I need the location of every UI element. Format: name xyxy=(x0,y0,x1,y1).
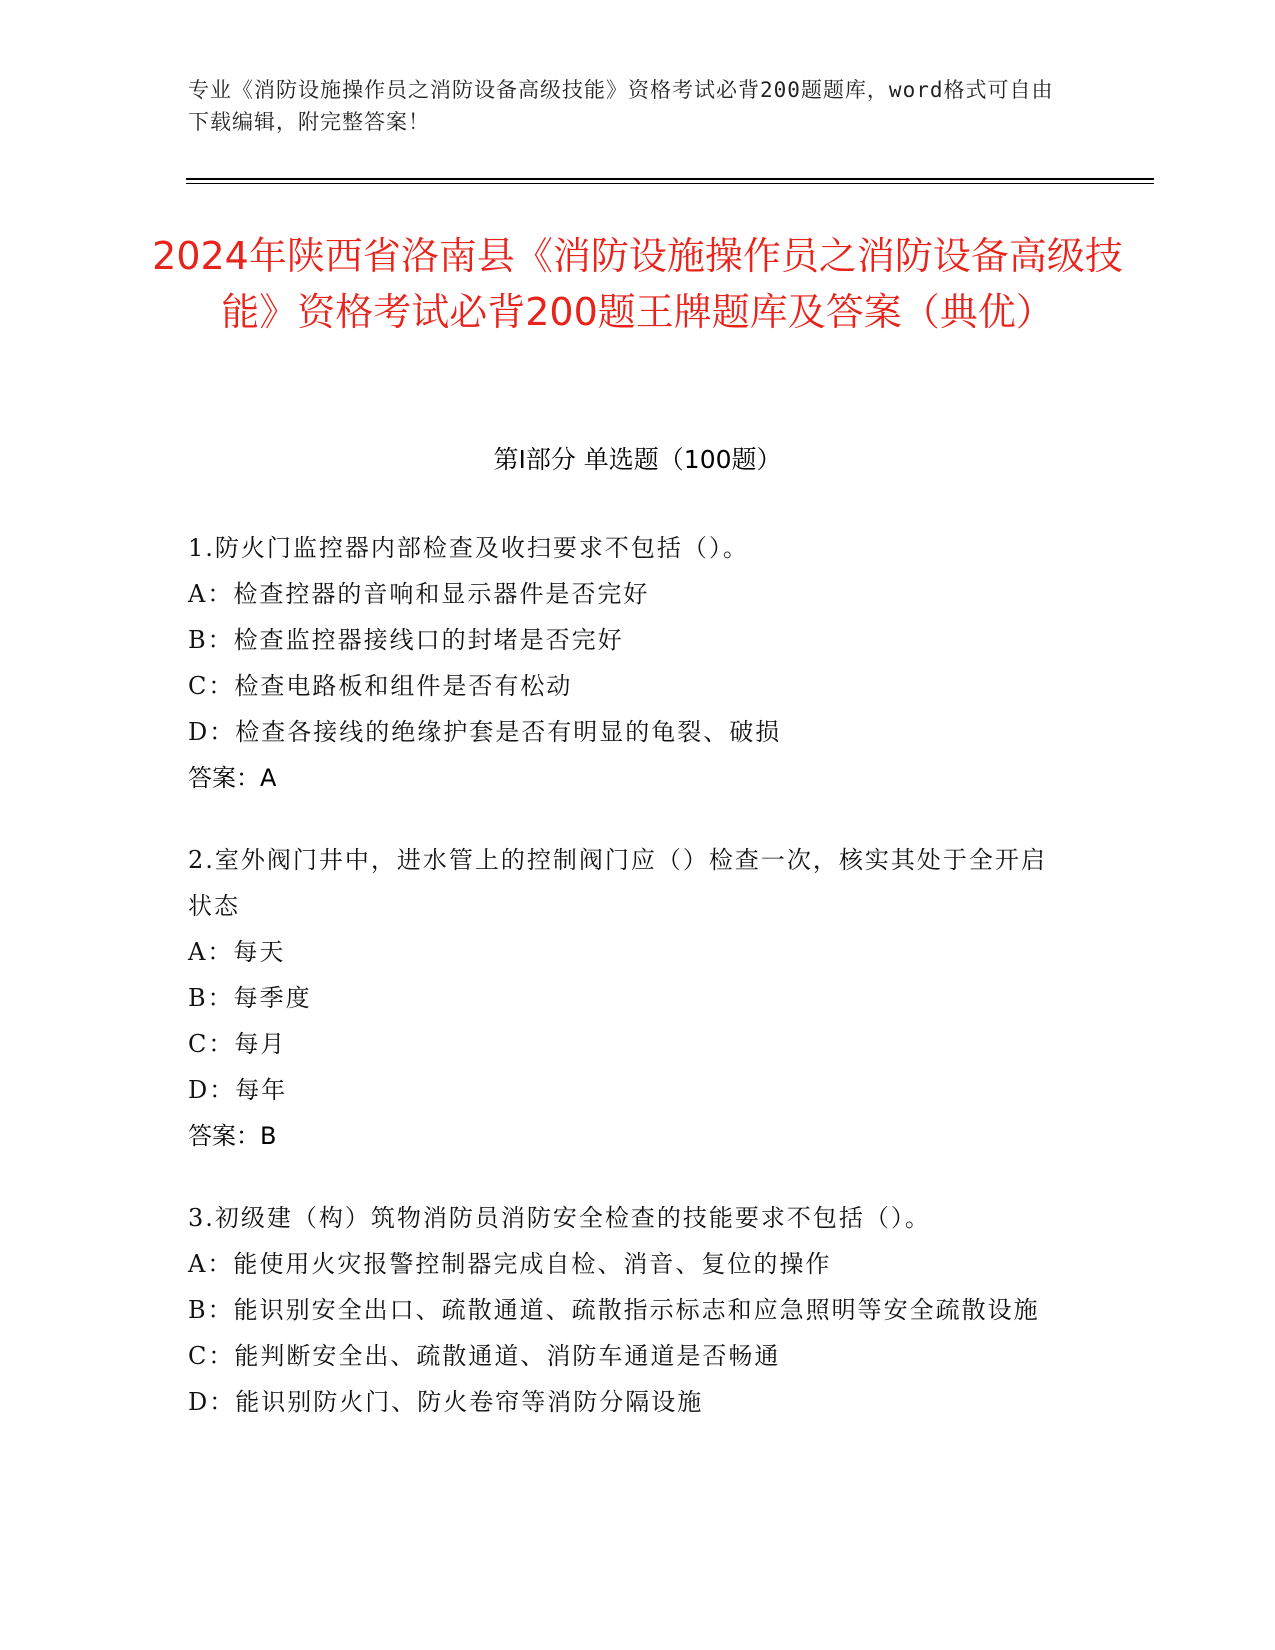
option-a: A：能使用火灾报警控制器完成自检、消音、复位的操作 xyxy=(188,1250,832,1278)
option-d: D：检查各接线的绝缘护套是否有明显的龟裂、破损 xyxy=(188,718,782,746)
question-stem: 3.初级建（构）筑物消防员消防安全检查的技能要求不包括（）。 xyxy=(188,1204,931,1232)
option-c: C：检查电路板和组件是否有松动 xyxy=(188,672,573,700)
intro-text: 专业《消防设施操作员之消防设备高级技能》资格考试必背200题题库，word格式可自由下载编辑，附完整答案！ xyxy=(188,78,1054,134)
answer-line: 答案：B xyxy=(188,1122,277,1150)
header-divider-thin xyxy=(186,183,1154,184)
question-list xyxy=(188,525,1068,1461)
option-a: A：检查控器的音响和显示器件是否完好 xyxy=(188,580,650,608)
option-b: B：检查监控器接线口的封堵是否完好 xyxy=(188,626,624,654)
question-stem: 2.室外阀门井中，进水管上的控制阀门应（）检查一次，核实其处于全开启状态 xyxy=(188,846,1047,920)
option-a: A：每天 xyxy=(188,938,286,966)
question-3 xyxy=(188,1195,1068,1425)
question-1 xyxy=(188,525,1068,801)
answer-line: 答案：A xyxy=(188,764,277,792)
question-2 xyxy=(188,837,1068,1159)
section-heading: 第Ⅰ部分 单选题（100题） xyxy=(493,445,782,474)
option-c: C：每月 xyxy=(188,1030,287,1058)
header-divider-thick xyxy=(186,178,1154,180)
option-d: D：每年 xyxy=(188,1076,288,1104)
option-b: B：能识别安全出口、疏散通道、疏散指示标志和应急照明等安全疏散设施 xyxy=(188,1296,1040,1324)
option-b: B：每季度 xyxy=(188,984,312,1012)
option-d: D：能识别防火门、防火卷帘等消防分隔设施 xyxy=(188,1388,704,1416)
option-c: C：能判断安全出、疏散通道、消防车通道是否畅通 xyxy=(188,1342,781,1370)
question-stem: 1.防火门监控器内部检查及收扫要求不包括（）。 xyxy=(188,534,749,562)
document-title: 2024年陕西省洛南县《消防设施操作员之消防设备高级技能》资格考试必背200题王牌题库及答案（典优） xyxy=(152,234,1123,334)
